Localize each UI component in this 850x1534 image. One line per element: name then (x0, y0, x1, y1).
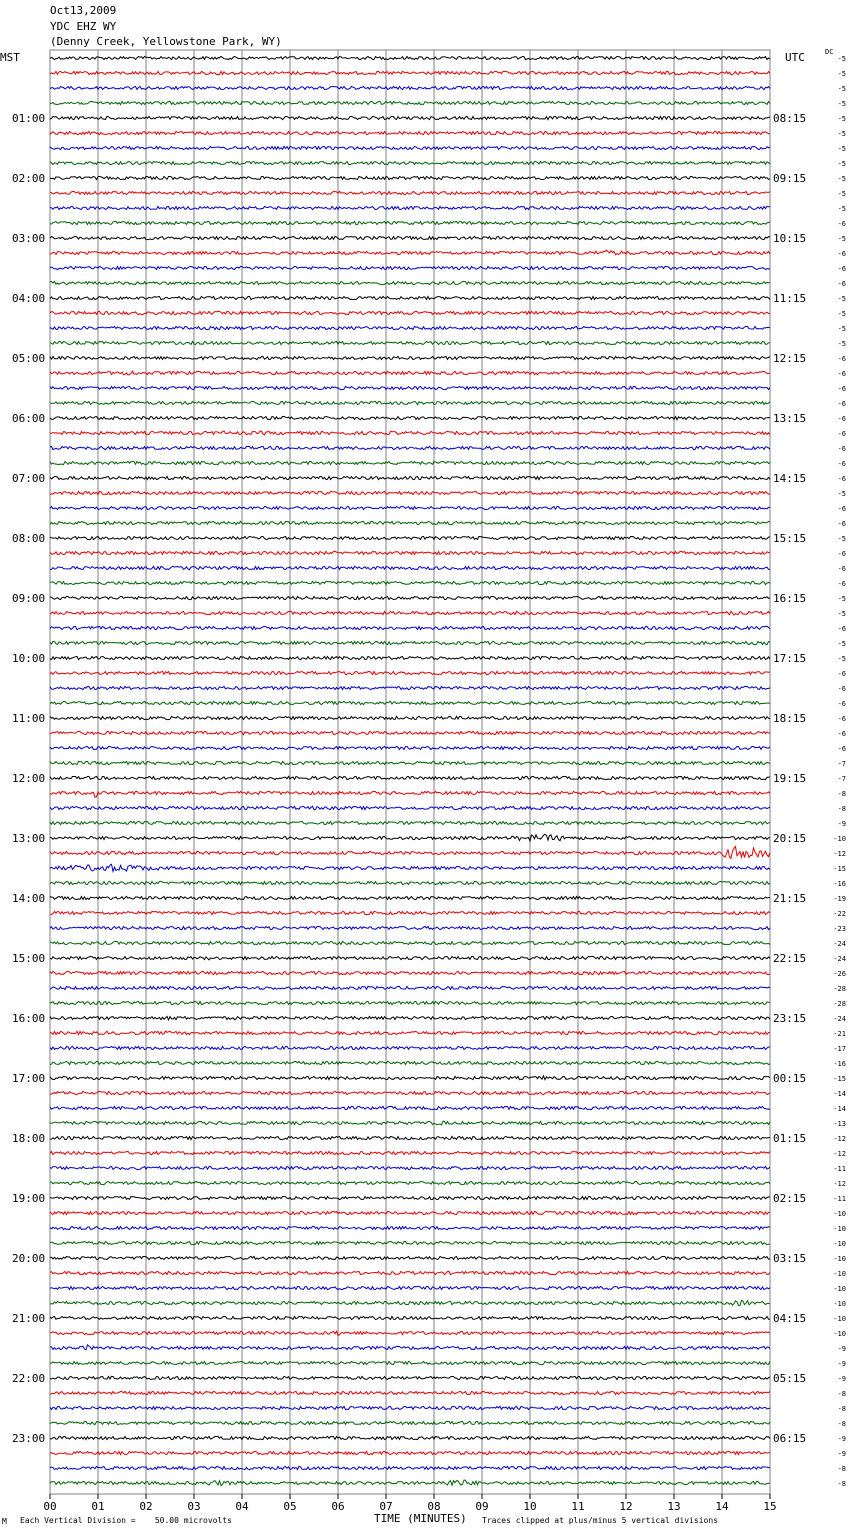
right-hour-label: 04:15 (773, 1312, 807, 1325)
dc-offset-label: -6 (837, 265, 846, 273)
seismic-trace (50, 1031, 770, 1035)
left-hour-label: 17:00 (12, 1072, 46, 1085)
dc-offset-label: -6 (837, 670, 846, 678)
dc-offset-label: -6 (837, 700, 846, 708)
dc-offset-label: -5 (837, 160, 846, 168)
dc-offset-label: -22 (833, 910, 846, 918)
dc-offset-label: -9 (837, 1375, 846, 1383)
dc-offset-label: -6 (837, 445, 846, 453)
dc-offset-label: -6 (837, 385, 846, 393)
left-hour-label: 05:00 (12, 352, 46, 365)
dc-offset-label: -16 (833, 880, 846, 888)
dc-offset-label: -24 (833, 1015, 846, 1023)
seismic-trace (50, 686, 770, 689)
seismic-trace (50, 971, 770, 974)
left-hour-label: 06:00 (12, 412, 46, 425)
dc-offset-label: -12 (833, 850, 846, 858)
seismic-trace (50, 1451, 770, 1454)
seismic-trace (50, 1166, 770, 1169)
left-hour-label: 18:00 (12, 1132, 46, 1145)
corner-mark: M (2, 1517, 7, 1526)
dc-offset-label: -10 (833, 1330, 846, 1338)
dc-offset-label: -5 (837, 610, 846, 618)
seismic-trace (50, 1001, 770, 1004)
dc-offset-label: -5 (837, 655, 846, 663)
dc-offset-label: -17 (833, 1045, 846, 1053)
right-hour-label: 16:15 (773, 592, 807, 605)
x-tick-label: 07 (379, 1500, 393, 1513)
dc-offset-label: -21 (833, 1030, 846, 1038)
x-tick-label: 09 (475, 1500, 489, 1513)
seismic-trace (50, 551, 770, 554)
seismic-trace (50, 611, 770, 615)
dc-offset-label: -12 (833, 1180, 846, 1188)
x-tick-label: 10 (523, 1500, 537, 1513)
right-hour-label: 01:15 (773, 1132, 807, 1145)
dc-offset-label: -10 (833, 1210, 846, 1218)
dc-offset-label: -8 (837, 1480, 846, 1488)
seismic-trace (50, 656, 770, 659)
left-hour-label: 10:00 (12, 652, 46, 665)
dc-header-label: DC (825, 48, 834, 56)
dc-offset-label: -5 (837, 130, 846, 138)
right-hour-label: 17:15 (773, 652, 807, 665)
seismic-trace (50, 701, 770, 704)
seismic-trace (50, 446, 770, 449)
seismic-trace (50, 491, 770, 494)
dc-offset-label: -23 (833, 925, 846, 933)
right-hour-label: 19:15 (773, 772, 807, 785)
dc-offset-label: -6 (837, 685, 846, 693)
dc-offset-label: -5 (837, 145, 846, 153)
seismic-trace (50, 1480, 770, 1486)
dc-offset-label: -6 (837, 475, 846, 483)
seismic-trace (50, 146, 770, 149)
seismic-trace (50, 956, 770, 960)
seismic-trace (50, 326, 770, 329)
dc-offset-label: -6 (837, 580, 846, 588)
seismic-trace (50, 1211, 770, 1214)
dc-offset-label: -5 (837, 115, 846, 123)
dc-offset-label: -8 (837, 1390, 846, 1398)
right-hour-label: 09:15 (773, 172, 807, 185)
dc-offset-label: -12 (833, 1135, 846, 1143)
right-hour-label: 23:15 (773, 1012, 807, 1025)
seismic-trace (50, 1421, 770, 1424)
seismic-trace (50, 1271, 770, 1274)
seismic-trace (50, 536, 770, 539)
dc-offset-label: -6 (837, 430, 846, 438)
x-tick-label: 02 (139, 1500, 153, 1513)
seismic-trace (50, 161, 770, 164)
right-hour-label: 18:15 (773, 712, 807, 725)
seismic-trace (50, 847, 770, 859)
right-hour-label: 22:15 (773, 952, 807, 965)
right-hour-label: 21:15 (773, 892, 807, 905)
left-hour-label: 22:00 (12, 1372, 46, 1385)
right-hour-label: 12:15 (773, 352, 807, 365)
seismic-trace (50, 86, 770, 89)
x-tick-label: 01 (91, 1500, 105, 1513)
seismic-trace (50, 1331, 770, 1335)
left-hour-label: 08:00 (12, 532, 46, 545)
left-hour-label: 13:00 (12, 832, 46, 845)
left-hour-label: 15:00 (12, 952, 46, 965)
x-tick-label: 06 (331, 1500, 345, 1513)
seismic-trace (50, 116, 770, 119)
seismic-trace (50, 1256, 770, 1259)
dc-offset-label: -10 (833, 835, 846, 843)
dc-offset-label: -24 (833, 940, 846, 948)
right-hour-label: 05:15 (773, 1372, 807, 1385)
seismic-trace (50, 250, 770, 255)
dc-offset-label: -24 (833, 955, 846, 963)
scale-note: Each Vertical Division = 50.00 microvolts (20, 1516, 232, 1525)
dc-offset-label: -14 (833, 1105, 846, 1113)
dc-offset-label: -7 (837, 775, 846, 783)
seismic-trace (50, 236, 770, 239)
dc-offset-label: -19 (833, 895, 846, 903)
dc-offset-label: -6 (837, 250, 846, 258)
dc-offset-label: -28 (833, 1000, 846, 1008)
seismic-trace (50, 926, 770, 929)
dc-offset-label: -12 (833, 1150, 846, 1158)
seismic-trace (50, 1345, 770, 1350)
dc-offset-label: -10 (833, 1270, 846, 1278)
dc-offset-label: -5 (837, 325, 846, 333)
dc-offset-label: -6 (837, 715, 846, 723)
seismic-trace (50, 221, 770, 224)
station-code: YDC EHZ WY (50, 20, 117, 33)
dc-offset-label: -26 (833, 970, 846, 978)
dc-offset-label: -5 (837, 490, 846, 498)
dc-offset-label: -5 (837, 100, 846, 108)
dc-offset-label: -8 (837, 790, 846, 798)
x-tick-label: 00 (43, 1500, 57, 1513)
left-hour-label: 02:00 (12, 172, 46, 185)
seismic-trace (50, 176, 770, 179)
dc-offset-label: -5 (837, 340, 846, 348)
seismic-trace (50, 371, 770, 375)
seismic-trace (50, 761, 770, 764)
left-hour-label: 09:00 (12, 592, 46, 605)
dc-offset-label: -11 (833, 1165, 846, 1173)
seismic-trace (50, 1196, 770, 1199)
x-axis-title: TIME (MINUTES) (374, 1512, 467, 1525)
seismic-trace (50, 1121, 770, 1125)
left-hour-label: 12:00 (12, 772, 46, 785)
dc-offset-label: -15 (833, 865, 846, 873)
dc-offset-label: -10 (833, 1240, 846, 1248)
dc-offset-label: -6 (837, 565, 846, 573)
seismic-trace (50, 641, 770, 644)
dc-offset-label: -6 (837, 550, 846, 558)
right-hour-label: 02:15 (773, 1192, 807, 1205)
seismic-trace (50, 266, 770, 269)
left-hour-label: 16:00 (12, 1012, 46, 1025)
dc-offset-label: -8 (837, 1465, 846, 1473)
left-timezone-label: MST (0, 51, 20, 64)
seismic-trace (50, 1226, 770, 1229)
dc-offset-label: -10 (833, 1285, 846, 1293)
seismic-trace (50, 566, 770, 569)
left-hour-label: 11:00 (12, 712, 46, 725)
right-hour-label: 15:15 (773, 532, 807, 545)
seismic-trace (50, 1136, 770, 1139)
dc-offset-label: -10 (833, 1225, 846, 1233)
right-hour-label: 06:15 (773, 1432, 807, 1445)
dc-offset-label: -5 (837, 70, 846, 78)
dc-offset-label: -11 (833, 1195, 846, 1203)
seismic-traces (50, 56, 770, 1485)
left-hour-label: 01:00 (12, 112, 46, 125)
dc-offset-label: -5 (837, 55, 846, 63)
dc-offset-label: -5 (837, 640, 846, 648)
seismic-trace (50, 791, 770, 797)
seismic-trace (50, 581, 770, 584)
seismic-trace (50, 1046, 770, 1049)
seismic-trace (50, 821, 770, 824)
dc-offset-label: -5 (837, 295, 846, 303)
left-hour-label: 19:00 (12, 1192, 46, 1205)
seismic-trace (50, 1106, 770, 1109)
right-hour-label: 03:15 (773, 1252, 807, 1265)
right-timezone-label: UTC (785, 51, 805, 64)
seismic-trace (50, 71, 770, 74)
left-hour-label: 21:00 (12, 1312, 46, 1325)
x-tick-label: 04 (235, 1500, 249, 1513)
seismic-trace (50, 296, 770, 299)
dc-offset-label: -6 (837, 625, 846, 633)
clip-note: Traces clipped at plus/minus 5 vertical divisions (482, 1516, 719, 1525)
dc-offset-label: -6 (837, 220, 846, 228)
dc-offset-label: -10 (833, 1255, 846, 1263)
dc-offset-label: -16 (833, 1060, 846, 1068)
seismic-trace (50, 731, 770, 734)
seismic-trace (50, 806, 770, 809)
dc-offset-label: -6 (837, 280, 846, 288)
dc-offset-label: -6 (837, 460, 846, 468)
seismic-trace (50, 1181, 770, 1184)
seismic-trace (50, 1361, 770, 1364)
record-date: Oct13,2009 (50, 4, 117, 17)
seismic-trace (50, 56, 770, 59)
seismic-trace (50, 986, 770, 989)
x-tick-label: 13 (667, 1500, 681, 1513)
dc-offset-label: -14 (833, 1090, 846, 1098)
right-hour-label: 14:15 (773, 472, 807, 485)
left-hour-label: 07:00 (12, 472, 46, 485)
seismic-trace (50, 941, 770, 944)
seismic-trace (50, 206, 770, 209)
seismic-trace (50, 596, 770, 599)
seismic-trace (50, 1406, 770, 1409)
dc-offset-label: -5 (837, 205, 846, 213)
x-tick-label: 15 (763, 1500, 777, 1513)
right-hour-label: 08:15 (773, 112, 807, 125)
seismic-trace (50, 1316, 770, 1319)
x-tick-label: 05 (283, 1500, 297, 1513)
x-tick-label: 12 (619, 1500, 633, 1513)
dc-offset-label: -15 (833, 1075, 846, 1083)
dc-offset-label: -6 (837, 400, 846, 408)
dc-offset-label: -6 (837, 415, 846, 423)
seismic-trace (50, 191, 770, 194)
seismic-trace (50, 1391, 770, 1394)
seismic-trace (50, 834, 770, 841)
x-tick-label: 08 (427, 1500, 441, 1513)
dc-offset-label: -7 (837, 760, 846, 768)
seismic-trace (50, 1091, 770, 1094)
dc-offset-label: -9 (837, 1435, 846, 1443)
seismic-trace (50, 881, 770, 884)
seismic-trace (50, 101, 770, 104)
seismic-trace (50, 506, 770, 509)
seismic-trace (50, 401, 770, 404)
dc-offset-label: -28 (833, 985, 846, 993)
seismic-trace (50, 626, 770, 629)
left-hour-label: 14:00 (12, 892, 46, 905)
seismic-trace (50, 311, 770, 314)
seismic-trace (50, 1061, 770, 1064)
seismic-trace (50, 461, 770, 464)
dc-offset-label: -9 (837, 1345, 846, 1353)
x-tick-label: 03 (187, 1500, 201, 1513)
right-hour-label: 11:15 (773, 292, 807, 305)
seismic-trace (50, 1076, 770, 1080)
left-hour-label: 20:00 (12, 1252, 46, 1265)
seismic-trace (50, 281, 770, 284)
dc-offset-label: -5 (837, 535, 846, 543)
seismic-trace (50, 1376, 770, 1379)
dc-offset-label: -5 (837, 310, 846, 318)
seismic-trace (50, 341, 770, 344)
dc-offset-label: -6 (837, 355, 846, 363)
dc-offset-label: -9 (837, 820, 846, 828)
seismic-trace (50, 1151, 770, 1154)
seismic-trace (50, 896, 770, 899)
dc-offset-label: -10 (833, 1300, 846, 1308)
left-hour-label: 23:00 (12, 1432, 46, 1445)
dc-offset-label: -6 (837, 745, 846, 753)
right-hour-label: 13:15 (773, 412, 807, 425)
dc-offset-label: -8 (837, 805, 846, 813)
dc-offset-label: -5 (837, 85, 846, 93)
dc-offset-label: -9 (837, 1360, 846, 1368)
seismic-trace (50, 521, 770, 524)
dc-offset-label: -13 (833, 1120, 846, 1128)
dc-offset-label: -5 (837, 190, 846, 198)
seismic-trace (50, 1016, 770, 1020)
seismic-trace (50, 1466, 770, 1469)
seismic-trace (50, 431, 770, 435)
dc-offset-label: -10 (833, 1315, 846, 1323)
x-tick-label: 14 (715, 1500, 729, 1513)
seismic-trace (50, 386, 770, 389)
seismic-trace (50, 776, 770, 779)
seismic-trace (50, 864, 770, 871)
seismic-trace (50, 1286, 770, 1289)
left-hour-label: 03:00 (12, 232, 46, 245)
right-hour-label: 10:15 (773, 232, 807, 245)
seismic-trace (50, 1241, 770, 1244)
seismic-trace (50, 716, 770, 719)
dc-offset-label: -5 (837, 175, 846, 183)
dc-offset-label: -8 (837, 1420, 846, 1428)
x-tick-label: 11 (571, 1500, 585, 1513)
seismic-trace (50, 356, 770, 359)
dc-offset-label: -8 (837, 1405, 846, 1413)
station-location: (Denny Creek, Yellowstone Park, WY) (50, 35, 282, 48)
dc-offset-label: -5 (837, 235, 846, 243)
dc-offset-label: -6 (837, 730, 846, 738)
seismic-trace (50, 671, 770, 674)
dc-offset-label: -6 (837, 520, 846, 528)
seismic-trace (50, 131, 770, 134)
seismic-trace (50, 1300, 770, 1305)
right-hour-label: 20:15 (773, 832, 807, 845)
dc-offset-label: -6 (837, 505, 846, 513)
dc-offset-label: -9 (837, 1450, 846, 1458)
dc-offset-label: -6 (837, 370, 846, 378)
left-hour-label: 04:00 (12, 292, 46, 305)
seismic-trace (50, 746, 770, 749)
dc-offset-label: -5 (837, 595, 846, 603)
seismic-trace (50, 1436, 770, 1439)
seismic-trace (50, 416, 770, 419)
right-hour-label: 00:15 (773, 1072, 807, 1085)
seismic-trace (50, 911, 770, 914)
seismic-trace (50, 476, 770, 479)
